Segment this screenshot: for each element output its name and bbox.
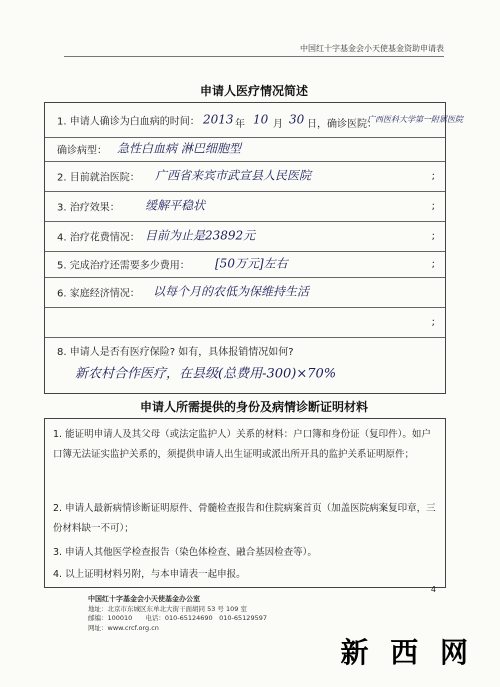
day-unit: 日，确诊医院： — [307, 119, 377, 130]
section-title-medical: 申请人医疗情况简述 — [199, 84, 308, 98]
semicolon: ; — [431, 171, 435, 182]
documents-box — [44, 418, 446, 588]
diagnosis-type-value: 急性白血病 淋巴细胞型 — [117, 141, 241, 156]
insurance-value: 新农村合作医疗，在县级(总费用-300)×70% — [75, 366, 337, 382]
page-number: 4 — [430, 585, 436, 594]
row-current-hospital — [45, 161, 445, 192]
row-treatment-effect — [45, 191, 445, 222]
treatment-effect-value: 缓解平稳状 — [145, 198, 206, 213]
doc-item-3: 3. 申请人其他医学检查报告（染色体检查、融合基因检查等）。 — [53, 547, 317, 558]
doc-item-2: 2. 申请人最新病情诊断证明原件、骨髓检查报告和住院病案首页（加盖医院病案复印章，三份材料缺一不可）； — [53, 503, 436, 534]
row-remaining-cost — [45, 251, 445, 278]
year-unit: 年 — [235, 119, 245, 130]
footer-website: 网址：www.crcf.org.cn — [88, 623, 159, 632]
row-treatment-cost — [45, 221, 445, 252]
family-economy-value: 以每个月的农低为保维持生活 — [153, 284, 310, 299]
current-hospital-value: 广西省来宾市武宣县人民医院 — [155, 168, 312, 183]
watermark-logo: 新 西 网 — [340, 636, 474, 669]
section-title-documents: 申请人所需提供的身份及病情诊断证明材料 — [139, 400, 368, 414]
semicolon: ; — [431, 259, 435, 270]
diagnosis-type-label: 确诊病型： — [57, 145, 107, 157]
row-insurance — [45, 337, 445, 393]
header-rule — [64, 56, 444, 57]
insurance-label: 8. 申请人是否有医疗保险? 如有，具体报销情况如何? — [57, 347, 294, 358]
footer-contact-numbers: 邮编：100010 电话：010-65124690 010-65129597 — [88, 614, 267, 622]
diagnosis-time-label: 1. 申请人确诊为白血病的时间： — [57, 116, 200, 128]
treatment-cost-value: 目前为止是23892元 — [145, 228, 256, 243]
footer-contact — [88, 595, 267, 633]
doc-item-4: 4. 以上证明材料另附，与本申请表一起申报。 — [53, 569, 246, 580]
diagnosis-hospital: 广西医科大学第一附属医院 — [367, 114, 463, 124]
treatment-cost-label: 4. 治疗花费情况： — [57, 232, 140, 244]
month-unit: 月 — [273, 119, 283, 130]
medical-info-box — [44, 102, 463, 394]
diagnosis-day: 30 — [289, 112, 305, 127]
diagnosis-year: 2013 — [203, 112, 234, 127]
row-family-economy — [45, 277, 445, 308]
diagnosis-month: 10 — [253, 112, 269, 127]
remaining-cost-value: [50万元]左右 — [215, 256, 288, 271]
form-header-title: 中国红十字基金会小天使基金资助申请表 — [300, 44, 444, 53]
doc-item-1: 1. 能证明申请人及其父母（或法定监护人）关系的材料：户口簿和身份证（复印件）。如户口簿无法证实监护关系的，须提供申请人出生证明或派出所开具的监护关系证明原件； — [53, 429, 431, 460]
treatment-effect-label: 3. 治疗效果： — [57, 202, 120, 214]
semicolon: ; — [431, 201, 435, 212]
family-economy-label: 6. 家庭经济情况： — [57, 288, 140, 300]
semicolon: ; — [431, 317, 435, 328]
row-family-economy-cont — [45, 307, 445, 338]
current-hospital-label: 2. 目前就治医院： — [57, 172, 140, 184]
row-diagnosis-time — [45, 103, 463, 138]
remaining-cost-label: 5. 完成治疗还需要多少费用： — [57, 260, 190, 272]
footer-address: 地址：北京市东城区东单北大街干面胡同 53 号 109 室 — [88, 604, 247, 613]
semicolon: ; — [431, 231, 435, 242]
row-diagnosis-type — [45, 137, 445, 162]
footer-org: 中国红十字基金会小天使基金办公室 — [88, 595, 200, 603]
